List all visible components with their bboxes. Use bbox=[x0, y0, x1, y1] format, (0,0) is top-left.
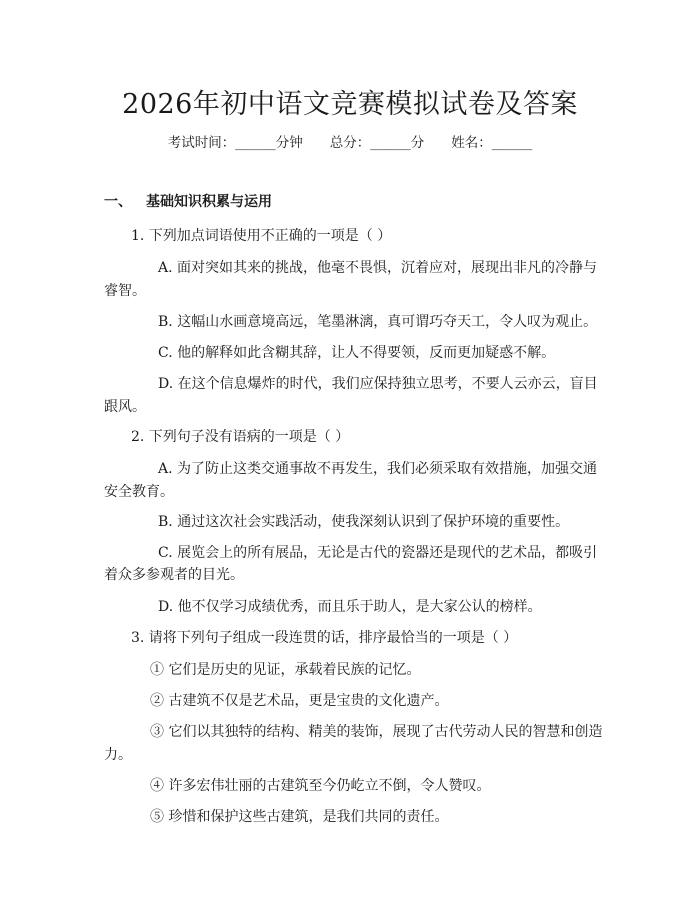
section-heading bbox=[104, 191, 272, 211]
question-2-stem: 2. 下列句子没有语病的一项是（ ） bbox=[131, 429, 350, 445]
section-number: 一、 bbox=[104, 194, 132, 210]
question-3-sentence-1: ① 它们是历史的见证，承载着民族的记忆。 bbox=[150, 662, 421, 678]
question-1-stem: 1. 下列加点词语使用不正确的一项是（ ） bbox=[131, 228, 392, 244]
question-2-option-b: B. 通过这次社会实践活动，使我深刻认识到了保护环境的重要性。 bbox=[158, 514, 570, 530]
question-3-sentence-3: ③ 它们以其独特的结构、精美的装饰，展现了古代劳动人民的智慧和创造 bbox=[150, 724, 603, 740]
question-1-option-a-cont: 睿智。 bbox=[104, 283, 146, 299]
section-title: 基础知识积累与运用 bbox=[146, 194, 272, 210]
question-2-option-a-cont: 安全教育。 bbox=[104, 484, 174, 500]
question-2-option-a: A. 为了防止这类交通事故不再发生，我们必须采取有效措施，加强交通 bbox=[158, 461, 598, 477]
question-2-option-c: C. 展览会上的所有展品，无论是古代的瓷器还是现代的艺术品，都吸引 bbox=[158, 545, 598, 561]
question-3-sentence-2: ② 古建筑不仅是艺术品，更是宝贵的文化遗产。 bbox=[150, 693, 449, 709]
question-1-option-d-cont: 跟风。 bbox=[104, 399, 146, 415]
question-2-option-c-cont: 着众多参观者的目光。 bbox=[104, 567, 244, 583]
question-3-stem: 3. 请将下列句子组成一段连贯的话，排序最恰当的一项是（ ） bbox=[131, 630, 518, 646]
question-3-sentence-3-cont: 力。 bbox=[104, 747, 132, 763]
question-1-option-b: B. 这幅山水画意境高远，笔墨淋漓，真可谓巧夺天工，令人叹为观止。 bbox=[158, 314, 598, 330]
page-title: 2026年初中语文竞赛模拟试卷及答案 bbox=[122, 89, 578, 120]
question-1-option-d: D. 在这个信息爆炸的时代，我们应保持独立思考，不要人云亦云，盲目 bbox=[158, 376, 598, 392]
question-1-option-a: A. 面对突如其来的挑战，他毫不畏惧，沉着应对，展现出非凡的冷静与 bbox=[158, 260, 598, 276]
exam-meta-line: 考试时间：______分钟 总分：______分 姓名：______ bbox=[167, 135, 533, 151]
question-2-option-d: D. 他不仅学习成绩优秀，而且乐于助人，是大家公认的榜样。 bbox=[158, 599, 542, 615]
question-3-sentence-5: ⑤ 珍惜和保护这些古建筑，是我们共同的责任。 bbox=[150, 809, 449, 825]
question-3-sentence-4: ④ 许多宏伟壮丽的古建筑至今仍屹立不倒，令人赞叹。 bbox=[150, 778, 491, 794]
question-1-option-c: C. 他的解释如此含糊其辞，让人不得要领，反而更加疑惑不解。 bbox=[158, 345, 556, 361]
